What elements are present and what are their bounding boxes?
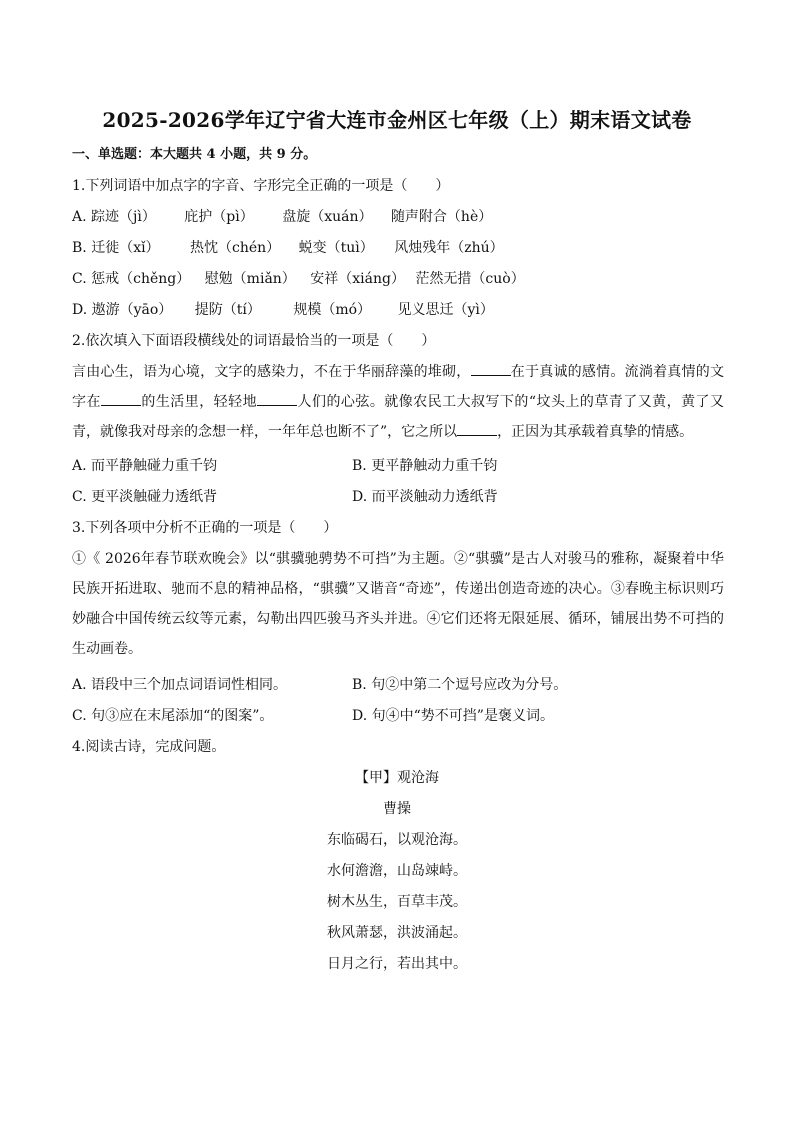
- q3-passage: ①《 2026年春节联欢晚会》以“骐骥驰骋势不可挡”为主题。②“骐骥”是古人对骏马的雅称，凝聚着中华民族开拓进取、驰而不息的精神品格，“骐骥”又谐音“奇迹”，传递出创造奇迹的决心。③春晚主标识则巧妙融合中国传统云纹等元素，勾勒出四匹骏马齐头并进。④它们还将无限延展、循环，铺展出势不可挡的生动画卷。: [72, 551, 724, 657]
- q2-passage-part2: 在于真诚的感情。流淌着真情的文字在: [72, 364, 725, 410]
- q4-stem: 4.阅读古诗，完成问题。: [72, 739, 226, 755]
- blank-1[interactable]: [471, 361, 511, 376]
- blank-2[interactable]: [101, 391, 141, 406]
- q3-option-a[interactable]: A. 语段中三个加点词语词性相同。: [72, 677, 288, 693]
- q3-option-c[interactable]: C. 句③应在末尾添加“的图案”。: [72, 708, 274, 724]
- q1-option-d[interactable]: [72, 301, 494, 319]
- q2-passage-part3: 的生活里，轻轻地: [140, 394, 258, 410]
- q1-option-a[interactable]: [72, 208, 492, 226]
- exam-title: 2025-2026学年辽宁省大连市金州区七年级（上）期末语文试卷: [102, 108, 692, 132]
- section-heading-single-choice: 一、单选题：本大题共 4 小题，共 9 分。: [72, 147, 317, 162]
- q2-option-b[interactable]: B. 更平静触动力重千钧: [352, 458, 498, 474]
- poem-line-2: 水何澹澹，山岛竦峙。: [327, 863, 467, 879]
- poem-line-3: 树木丛生，百草丰茂。: [327, 894, 467, 910]
- poem-line-4: 秋风萧瑟，洪波涌起。: [327, 925, 467, 941]
- poem-author: 曹操: [383, 801, 411, 817]
- q3-option-b[interactable]: B. 句②中第二个逗号应改为分号。: [352, 677, 568, 693]
- q1-c-word3: 安祥（xiáng）: [310, 271, 405, 287]
- q1-d-word2: 提防（tí）: [194, 302, 261, 318]
- q1-b-word1: B. 迁徙（xǐ）: [72, 240, 160, 256]
- q1-c-word2: 慰勉（miǎn）: [204, 271, 296, 287]
- q1-option-b[interactable]: [72, 239, 504, 257]
- q1-b-word3: 蜕变（tuì）: [298, 240, 374, 256]
- q2-option-c[interactable]: C. 更平淡触碰力透纸背: [72, 489, 218, 505]
- q1-a-word3: 盘旋（xuán）: [282, 209, 373, 225]
- blank-3[interactable]: [257, 391, 297, 406]
- q1-b-word2: 热忱（chén）: [190, 240, 281, 256]
- q3-stem: 3.下列各项中分析不正确的一项是（ ）: [72, 520, 338, 536]
- blank-4[interactable]: [457, 421, 497, 436]
- poem-line-5: 日月之行，若出其中。: [327, 956, 467, 972]
- q2-passage-part5: ，正因为其承载着真挚的情感。: [497, 424, 694, 440]
- q1-c-word1: C. 惩戒（chěng）: [72, 271, 191, 287]
- poem-line-1: 东临碣石，以观沧海。: [327, 832, 467, 848]
- q1-d-word4: 见义思迁（yì）: [397, 302, 494, 318]
- q1-c-word4: 茫然无措（cuò）: [415, 271, 525, 287]
- q1-a-word2: 庇护（pì）: [184, 209, 254, 225]
- q2-stem: 2.依次填入下面语段横线处的词语最恰当的一项是（ ）: [72, 333, 436, 349]
- q2-option-d[interactable]: D. 而平淡触动力透纸背: [352, 489, 498, 505]
- q3-option-d[interactable]: D. 句④中“势不可挡”是褒义词。: [352, 708, 554, 724]
- q1-option-c[interactable]: [72, 270, 525, 288]
- q1-a-word4: 随声附合（hè）: [390, 209, 493, 225]
- q2-passage: [72, 357, 724, 447]
- q2-passage-part4: 人们的心弦。就像农民工大叔写下的“坟头上的草青了又黄，黄了又青，就像我对母亲的念想一样，一年年总也断不了”，它之所以: [72, 394, 725, 440]
- poem-title: 【甲】观沧海: [355, 770, 439, 786]
- q1-d-word3: 规模（mó）: [293, 302, 372, 318]
- q1-a-word1: A. 踪迹（jì）: [72, 209, 156, 225]
- q1-stem: 1.下列词语中加点字的字音、字形完全正确的一项是（ ）: [72, 178, 450, 194]
- q1-b-word4: 风烛残年（zhú）: [394, 240, 504, 256]
- q2-option-a[interactable]: A. 而平静触碰力重千钧: [72, 458, 218, 474]
- q2-passage-part1: 言由心生，语为心境，文字的感染力，不在于华丽辞藻的堆砌，: [72, 364, 471, 380]
- q1-d-word1: D. 遨游（yāo）: [72, 302, 173, 318]
